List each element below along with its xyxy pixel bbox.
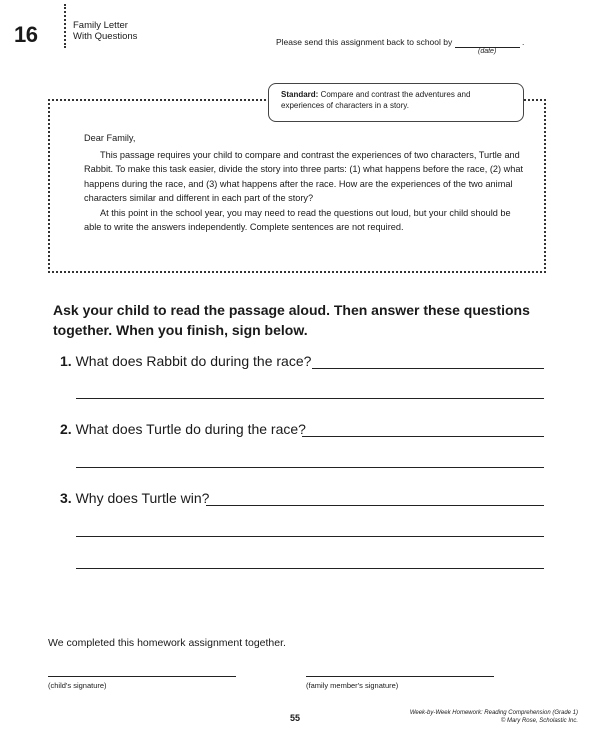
question-3 — [60, 490, 209, 506]
lesson-title-line2: With Questions — [73, 31, 138, 42]
credit — [398, 709, 578, 725]
answer-line[interactable] — [302, 436, 544, 437]
instructions: Ask your child to read the passage aloud. Then answer these questions together. When you finish, sign below. — [53, 302, 530, 338]
question-3-text: Why does Turtle win? — [75, 490, 210, 506]
question-1-text: What does Rabbit do during the race? — [75, 353, 312, 369]
question-2-number: 2. — [60, 421, 72, 437]
standard-box — [268, 83, 524, 122]
lesson-title-line1: Family Letter — [73, 20, 128, 31]
lesson-number: 16 — [14, 22, 38, 47]
answer-line[interactable] — [76, 536, 544, 537]
question-1 — [60, 353, 311, 369]
child-signature-line[interactable] — [48, 676, 236, 677]
question-2-text: What does Turtle do during the race? — [75, 421, 306, 437]
letter-paragraph-1: This passage requires your child to compare and contrast the experiences of two characters, Turtle and Rabbit. To make this task easier, divide the story into three parts: (1) what happens before the race, (2) what happens during the race, and (3) what happens after the race. How are the experiences of the two animal characters similar and different in each part of the story? — [84, 149, 524, 203]
page-number: 55 — [290, 713, 301, 723]
header-divider — [64, 4, 66, 48]
letter-greeting: Dear Family, — [84, 133, 136, 143]
question-3-number: 3. — [60, 490, 72, 506]
letter-paragraph-2: At this point in the school year, you may need to read the questions out loud, but your child should be able to write the answers independently. Complete sentences are not required. — [84, 207, 511, 232]
child-signature-label: (child's signature) — [48, 681, 107, 690]
send-back-period: . — [522, 37, 525, 47]
date-label: (date) — [478, 48, 497, 55]
answer-line[interactable] — [76, 467, 544, 468]
completion-text: We completed this homework assignment together. — [48, 637, 286, 649]
answer-line[interactable] — [206, 505, 544, 506]
standard-text: Compare and contrast the adventures and experiences of characters in a story. — [281, 90, 471, 110]
question-2 — [60, 421, 306, 437]
family-letter — [84, 131, 524, 235]
send-back-text: Please send this assignment back to school by — [276, 37, 453, 47]
answer-line[interactable] — [76, 568, 544, 569]
lesson-title — [73, 20, 137, 42]
credit-line-1: Week-by-Week Homework: Reading Comprehension (Grade 1) — [409, 710, 578, 716]
question-1-number: 1. — [60, 353, 72, 369]
family-signature-label: (family member's signature) — [306, 681, 399, 690]
family-signature-line[interactable] — [306, 676, 494, 677]
answer-line[interactable] — [76, 398, 544, 399]
credit-line-2: © Mary Rose, Scholastic Inc. — [500, 718, 578, 724]
standard-label: Standard: — [281, 90, 319, 99]
answer-line[interactable] — [312, 368, 544, 369]
